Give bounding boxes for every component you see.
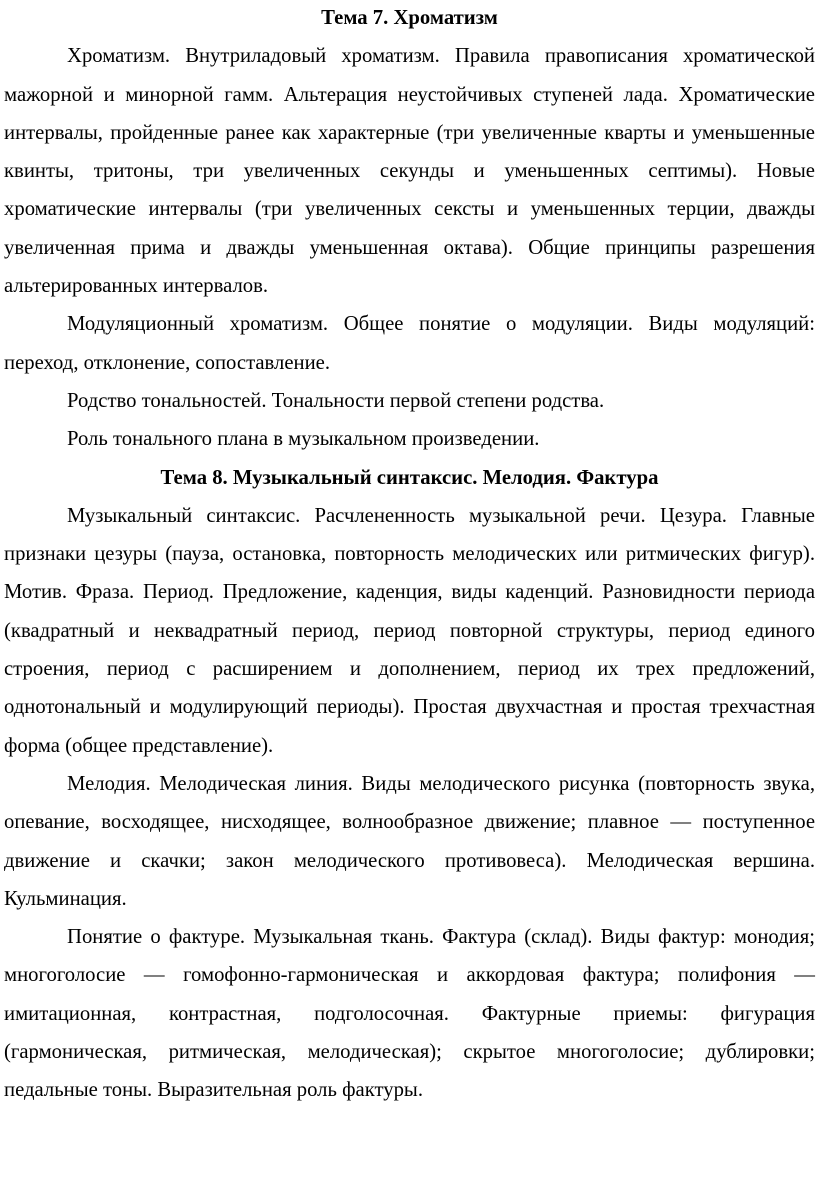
section-8-paragraph-1: Музыкальный синтаксис. Расчлененность музыкальной речи. Цезура. Главные признаки цезуры (пауза, остановка, повторность мелодических или ритмических фигур). Мотив. Фраза. Период. Предложение, каденция, виды каденций. Разновидности периода (квадратный и неквадратный период, период повторной структуры, период единого строения, период с расширением и дополнением, период их трех предложений, однотональный и модулирующий периоды). Простая двухчастная и простая трехчастная форма (общее представление). bbox=[4, 504, 815, 757]
section-7-paragraph-4: Роль тонального плана в музыкальном произведении. bbox=[67, 428, 540, 451]
section-7-paragraph-3: Родство тональностей. Тональности первой степени родства. bbox=[67, 389, 605, 412]
section-8-paragraph-2: Мелодия. Мелодическая линия. Виды мелодического рисунка (повторность звука, опевание, восходящее, нисходящее, волнообразное движение; плавное — поступенное движение и скачки; закон мелодического противовеса). Мелодическая вершина. Кульминация. bbox=[4, 772, 815, 910]
section-8-heading: Тема 8. Музыкальный синтаксис. Мелодия. Фактура bbox=[160, 466, 659, 489]
section-8-paragraph-3: Понятие о фактуре. Музыкальная ткань. Фактура (склад). Виды фактур: монодия; многоголосие — гомофонно-гармоническая и аккордовая фактура; полифония — имитационная, контрастная, подголосочная. Фактурные приемы: фигурация (гармоническая, ритмическая, мелодическая); скрытое многоголосие; дублировки; педальные тоны. Выразительная роль фактуры. bbox=[4, 926, 815, 1102]
section-7-paragraph-1: Хроматизм. Внутриладовый хроматизм. Правила правописания хроматической мажорной и минорной гамм. Альтерация неустойчивых ступеней лада. Хроматические интервалы, пройденные ранее как характерные (три увеличенные кварты и уменьшенные квинты, тритоны, три увеличенных секунды и уменьшенных септимы). Новые хроматические интервалы (три увеличенных сексты и уменьшенных терции, дважды увеличенная прима и дважды уменьшенная октава). Общие принципы разрешения альтерированных интервалов. bbox=[4, 45, 815, 298]
document-page bbox=[4, 0, 815, 1110]
section-7-paragraph-2: Модуляционный хроматизм. Общее понятие о модуляции. Виды модуляций: переход, отклонение, сопоставление. bbox=[4, 313, 815, 374]
section-7-heading: Тема 7. Хроматизм bbox=[321, 7, 498, 29]
